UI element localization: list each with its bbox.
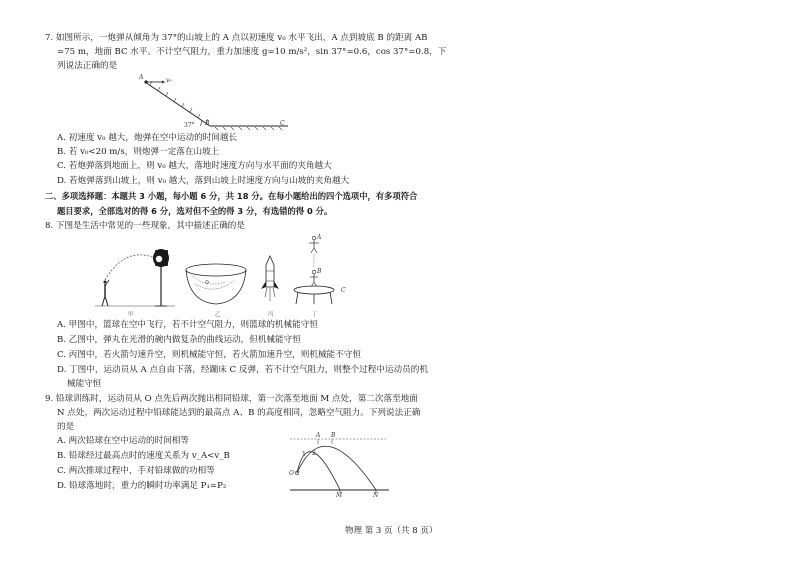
section2-heading-line-2: 题目要求，全部选对的得 6 分，选对但不全的得 3 分，有选错的得 0 分。 (57, 206, 333, 216)
q8-trampoline-figure (292, 234, 338, 308)
q7-label-b: B (205, 120, 210, 127)
q8-rocket-figure (258, 255, 282, 305)
q7-slope-figure (140, 74, 290, 134)
q8-option-b: B. 乙图中，弹丸在光滑的碗内做复杂的曲线运动，但机械能守恒 (57, 335, 301, 345)
section2-heading-line-1: 二、多项选择题：本题共 3 小题，每小题 6 分，共 18 分。在每小题给出的四个选项中，有多项符合 (45, 191, 418, 201)
q8-label-b: B (317, 268, 322, 275)
q7-option-b: B. 若 v₀<20 m/s，则炮弹一定落在山坡上 (57, 147, 220, 157)
q7-label-c: C (280, 120, 285, 127)
q7-label-angle: 37° (184, 122, 195, 129)
q8-option-d-continued: 械能守恒 (67, 379, 102, 389)
q8-option-a: A. 甲图中，篮球在空中飞行，若不计空气阻力，则篮球的机械能守恒 (57, 320, 318, 330)
q8-label-c: C (341, 287, 346, 294)
q9-label-o: O (289, 470, 294, 477)
q8-caption-bing: 丙 (268, 312, 274, 318)
q7-option-c: C. 若炮弹落到地面上，则 v₀ 越大，落地时速度方向与水平面的夹角越大 (57, 161, 332, 171)
q8-stem: 8. 下图是生活中常见的一些现象，其中描述正确的是 (45, 221, 245, 231)
q9-label-m: M (336, 492, 343, 499)
q8-bowl-figure (185, 262, 247, 306)
q8-caption-yi: 乙 (215, 312, 221, 318)
q8-option-d: D. 丁图中，运动员从 A 点自由下落，经蹦床 C 反弹，若不计空气阻力，则整个过程中运动员的机 (57, 365, 428, 375)
q9-label-a: A (316, 432, 321, 439)
q9-option-c: C. 两次推球过程中，手对铅球做的功相等 (57, 466, 215, 476)
q9-option-d: D. 铅球落地时，重力的瞬时功率满足 P₁=P₂ (57, 481, 227, 491)
q9-stem-line-3: 的是 (57, 422, 75, 432)
q9-stem-line-1: 9. 铅球训练时，运动员从 O 点先后两次抛出相同铅球，第一次落至地面 M 点处，第二次落至地面 (45, 394, 418, 404)
q9-label-b: B (331, 432, 336, 439)
q9-label-n: N (373, 492, 379, 499)
q8-caption-ding: 丁 (312, 312, 318, 318)
q8-basketball-figure (95, 240, 175, 312)
q7-option-a: A. 初速度 v₀ 越大，炮弹在空中运动的时间越长 (57, 133, 238, 143)
page-footer: 物理 第 3 页（共 8 页） (345, 526, 438, 536)
q8-caption-jia: 甲 (128, 312, 134, 318)
q7-option-d: D. 若炮弹落到山坡上，则 v₀ 越大，落到山坡上时速度方向与山坡的夹角越大 (57, 176, 350, 186)
q9-option-a: A. 两次铅球在空中运动的时间相等 (57, 436, 189, 446)
q9-label-1: 1 (302, 451, 306, 458)
q9-option-b: B. 铅球经过最高点时的速度关系为 v_A<v_B (57, 451, 230, 461)
q9-shotput-figure (286, 432, 391, 496)
q9-stem-line-2: N 点处，两次运动过程中铅球能达到的最高点 A、B 的高度相同，忽略空气阻力。下列说法正确 (57, 408, 421, 418)
q7-label-a: A (139, 74, 144, 81)
q8-label-a: A (317, 234, 322, 241)
q7-stem-line-1: 7. 如图所示，一炮弹从倾角为 37°的山坡上的 A 点以初速度 v₀ 水平飞出，A 点到坡底 B 的距离 AB (45, 33, 428, 43)
q7-label-v0: v₀ (166, 77, 172, 84)
q7-stem-line-2: =75 m，地面 BC 水平。不计空气阻力，重力加速度 g=10 m/s²，sin 37°=0.6，cos 37°=0.8，下 (57, 47, 447, 57)
q8-option-c: C. 丙图中，若火箭匀速升空，则机械能守恒，若火箭加速升空，则机械能不守恒 (57, 350, 361, 360)
q7-stem-line-3: 列说法正确的是 (57, 61, 118, 71)
q9-label-2: 2 (312, 450, 316, 457)
